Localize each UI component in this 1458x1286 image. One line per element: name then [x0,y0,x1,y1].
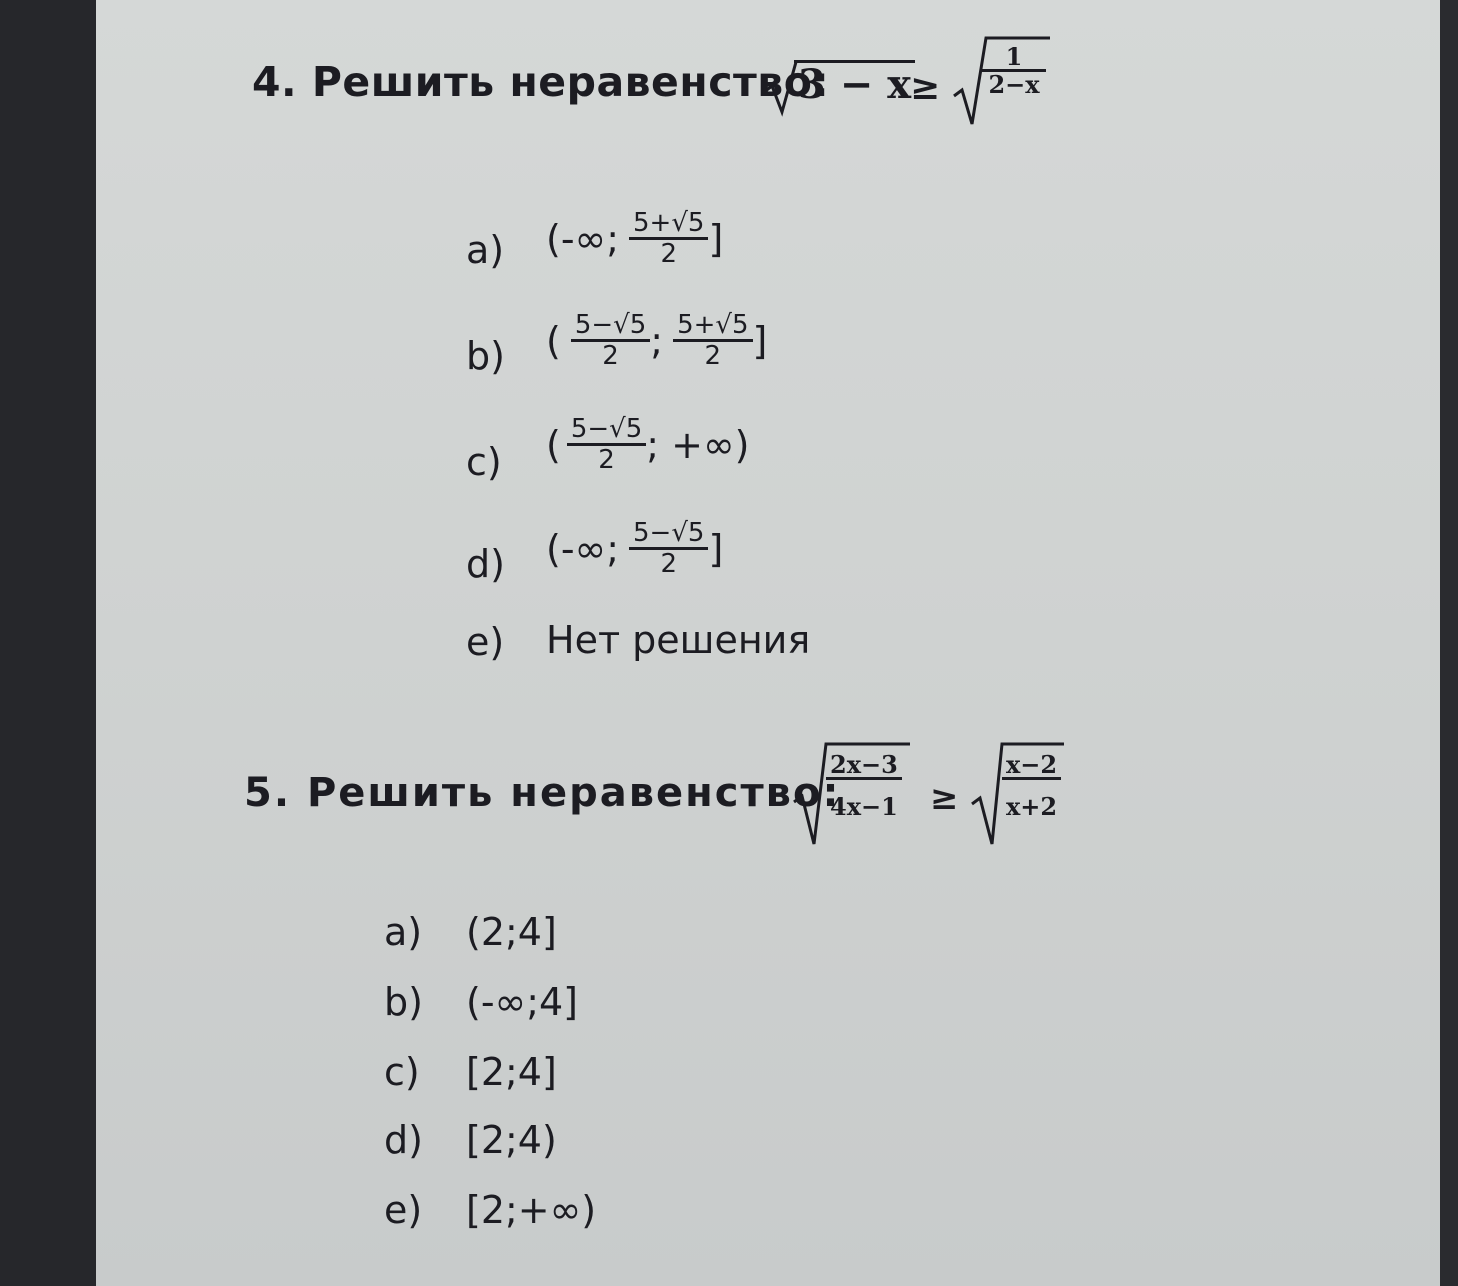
fraction-num: 5−√5 [629,520,708,550]
q4-option-e[interactable] [546,618,810,662]
q4-option-c-open: ( [546,423,561,468]
q4-option-e-label: e) [466,620,505,664]
fraction-num: 5−√5 [567,416,646,446]
q4-option-e-text: Нет решения [546,618,811,662]
q4-option-c[interactable] [546,416,749,475]
q5-option-b-text: (-∞;4] [466,980,578,1024]
q4-inequality [760,42,1060,140]
q4-option-d-close: ] [708,527,724,572]
q4-option-c-label: c) [466,440,502,484]
q4-rhs-fraction [982,44,1046,99]
q4-option-a-close: ] [708,217,724,262]
q5-lhs-num: 2x−3 [826,752,902,780]
q4-option-b-fraction-1 [571,312,650,371]
q4-option-d-open: (-∞; [546,527,619,572]
fraction-num: 5−√5 [571,312,650,342]
q4-rhs-num: 1 [982,44,1046,72]
q5-option-c[interactable] [466,1050,557,1094]
q5-option-d-text: [2;4) [466,1118,557,1162]
q5-inequality [790,740,1080,860]
q4-title: 4. Решить неравенство: [252,58,830,106]
fraction-den: 2 [660,239,677,270]
q5-title: 5. Решить неравенство: [244,770,841,816]
q5-rhs-num: x−2 [1002,752,1061,780]
q5-option-e-text: [2;+∞) [466,1188,597,1232]
q4-option-a-label: a) [466,228,505,272]
q4-option-a-open: (-∞; [546,217,619,262]
q5-option-a[interactable] [466,910,557,954]
q5-lhs-den: 4x−1 [830,792,898,822]
q4-option-a[interactable] [546,210,723,269]
monitor-bezel-left [0,0,96,1286]
fraction-num: 5+√5 [673,312,752,342]
q5-option-a-label: a) [384,910,423,954]
q4-option-b-fraction-2 [673,312,752,371]
q4-option-d[interactable] [546,520,723,579]
q5-option-d-label: d) [384,1118,423,1162]
fraction-den: 2 [660,549,677,580]
q4-option-a-fraction [629,210,708,269]
fraction-den: 2 [602,341,619,372]
q4-ge-sign: ≥ [910,66,941,108]
q5-ge-sign: ≥ [930,778,959,818]
q4-option-d-fraction [629,520,708,579]
q5-lhs-fraction [826,752,902,821]
q5-option-e-label: e) [384,1188,423,1232]
q4-option-c-close: ; +∞) [646,423,750,468]
fraction-num: 5+√5 [629,210,708,240]
q5-option-e[interactable] [466,1188,596,1232]
q4-option-b-close: ] [752,319,768,364]
monitor-bezel-right [1440,0,1458,1286]
q5-rhs-fraction [1002,752,1061,821]
q5-option-c-text: [2;4] [466,1050,557,1094]
q5-option-a-text: (2;4] [466,910,557,954]
fraction-den: 2 [598,445,615,476]
q4-option-b[interactable] [546,312,767,371]
q4-option-c-fraction [567,416,646,475]
q4-option-b-sep: ; [650,319,664,364]
q5-option-b-label: b) [384,980,423,1024]
q5-option-b[interactable] [466,980,578,1024]
q5-rhs-den: x+2 [1006,792,1058,822]
q4-option-b-label: b) [466,334,505,378]
q5-option-c-label: c) [384,1050,420,1094]
fraction-den: 2 [704,341,722,372]
q4-option-d-label: d) [466,542,505,586]
q4-lhs-radicand: 3 − x [794,60,915,107]
q4-rhs-den: 2−x [988,70,1040,100]
q5-option-d[interactable] [466,1118,557,1162]
q4-option-b-open: ( [546,319,561,364]
